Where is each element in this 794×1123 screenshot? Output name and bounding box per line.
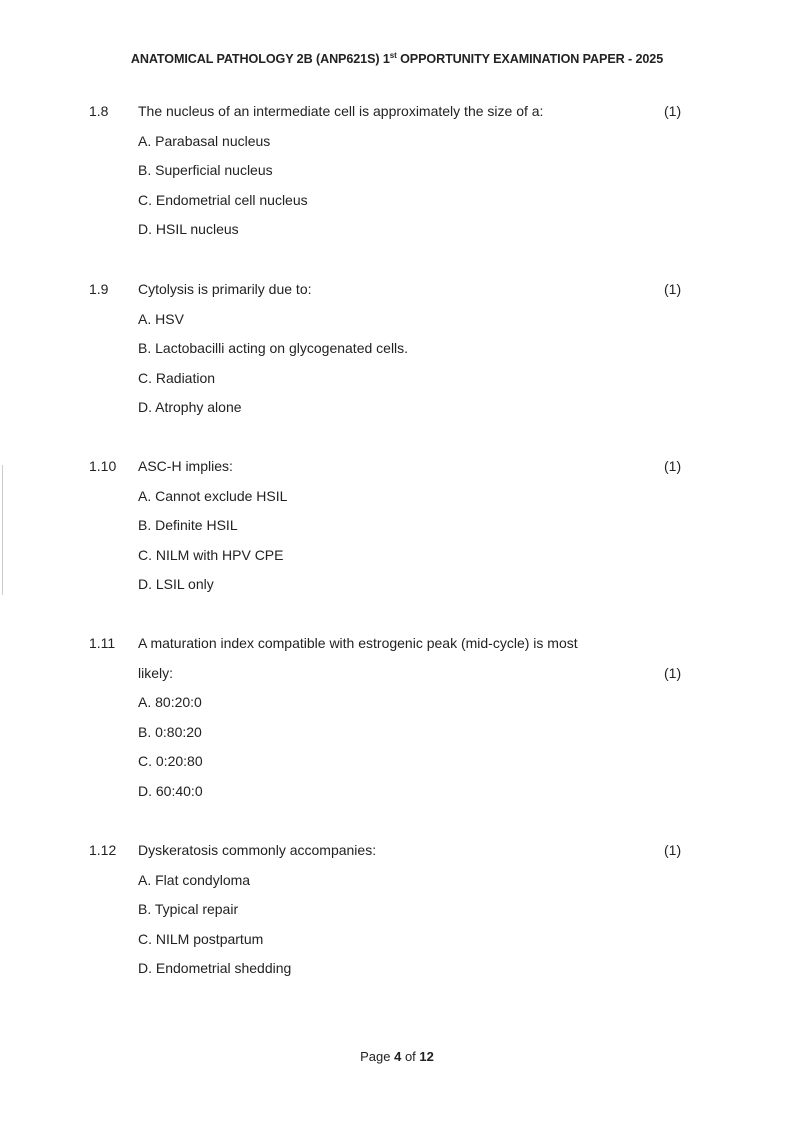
footer-of-label: of xyxy=(401,1049,420,1064)
answer-option: B. Typical repair xyxy=(138,901,239,918)
answer-option: D. HSIL nucleus xyxy=(138,221,239,238)
answer-option: D. Endometrial shedding xyxy=(138,960,292,977)
question-marks: (1) xyxy=(664,458,682,474)
question-text: likely: xyxy=(138,664,174,681)
question-text: A maturation index compatible with estrogenic peak (mid-cycle) is most xyxy=(138,635,578,651)
answer-option: D. LSIL only xyxy=(138,576,214,593)
answer-option: C. Endometrial cell nucleus xyxy=(138,191,308,208)
header-text-suffix: OPPORTUNITY EXAMINATION PAPER - 2025 xyxy=(396,52,664,67)
answer-option: A. 80:20:0 xyxy=(138,694,202,710)
question-marks: (1) xyxy=(664,281,682,297)
question-number: 1.9 xyxy=(89,281,109,297)
answer-option: A. Cannot exclude HSIL xyxy=(138,487,288,504)
answer-option: A. Flat condyloma xyxy=(138,871,251,888)
answer-option: A. Parabasal nucleus xyxy=(138,132,271,149)
question-number: 1.8 xyxy=(89,103,109,119)
question-text: ASC-H implies: xyxy=(138,458,233,474)
page-footer xyxy=(0,1049,794,1064)
question-marks: (1) xyxy=(664,664,682,681)
question-text: Dyskeratosis commonly accompanies: xyxy=(138,842,377,858)
question-marks: (1) xyxy=(664,103,682,119)
answer-option: B. 0:80:20 xyxy=(138,723,202,740)
question-number: 1.12 xyxy=(89,842,117,858)
question-number: 1.10 xyxy=(89,458,117,474)
answer-option: C. Radiation xyxy=(138,369,216,386)
question-text: Cytolysis is primarily due to: xyxy=(138,281,312,297)
answer-option: C. NILM with HPV CPE xyxy=(138,546,284,563)
question-number: 1.11 xyxy=(89,635,116,651)
answer-option: B. Definite HSIL xyxy=(138,517,238,534)
answer-option: C. 0:20:80 xyxy=(138,753,203,770)
page-header xyxy=(0,51,794,66)
header-text: ANATOMICAL PATHOLOGY 2B (ANP621S) 1 xyxy=(130,52,390,67)
header-superscript: st xyxy=(389,51,397,60)
answer-option: B. Superficial nucleus xyxy=(138,162,273,179)
footer-page-number: 4 xyxy=(394,1049,402,1064)
footer-total-pages: 12 xyxy=(419,1049,434,1064)
footer-page-label: Page xyxy=(360,1049,395,1064)
question-marks: (1) xyxy=(664,842,682,858)
page-edge-line xyxy=(2,465,3,595)
answer-option: D. 60:40:0 xyxy=(138,782,203,799)
answer-option: D. Atrophy alone xyxy=(138,399,242,416)
answer-option: A. HSV xyxy=(138,310,184,327)
answer-option: B. Lactobacilli acting on glycogenated cells. xyxy=(138,340,409,357)
answer-option: C. NILM postpartum xyxy=(138,930,264,947)
question-text: The nucleus of an intermediate cell is approximately the size of a: xyxy=(138,103,544,119)
